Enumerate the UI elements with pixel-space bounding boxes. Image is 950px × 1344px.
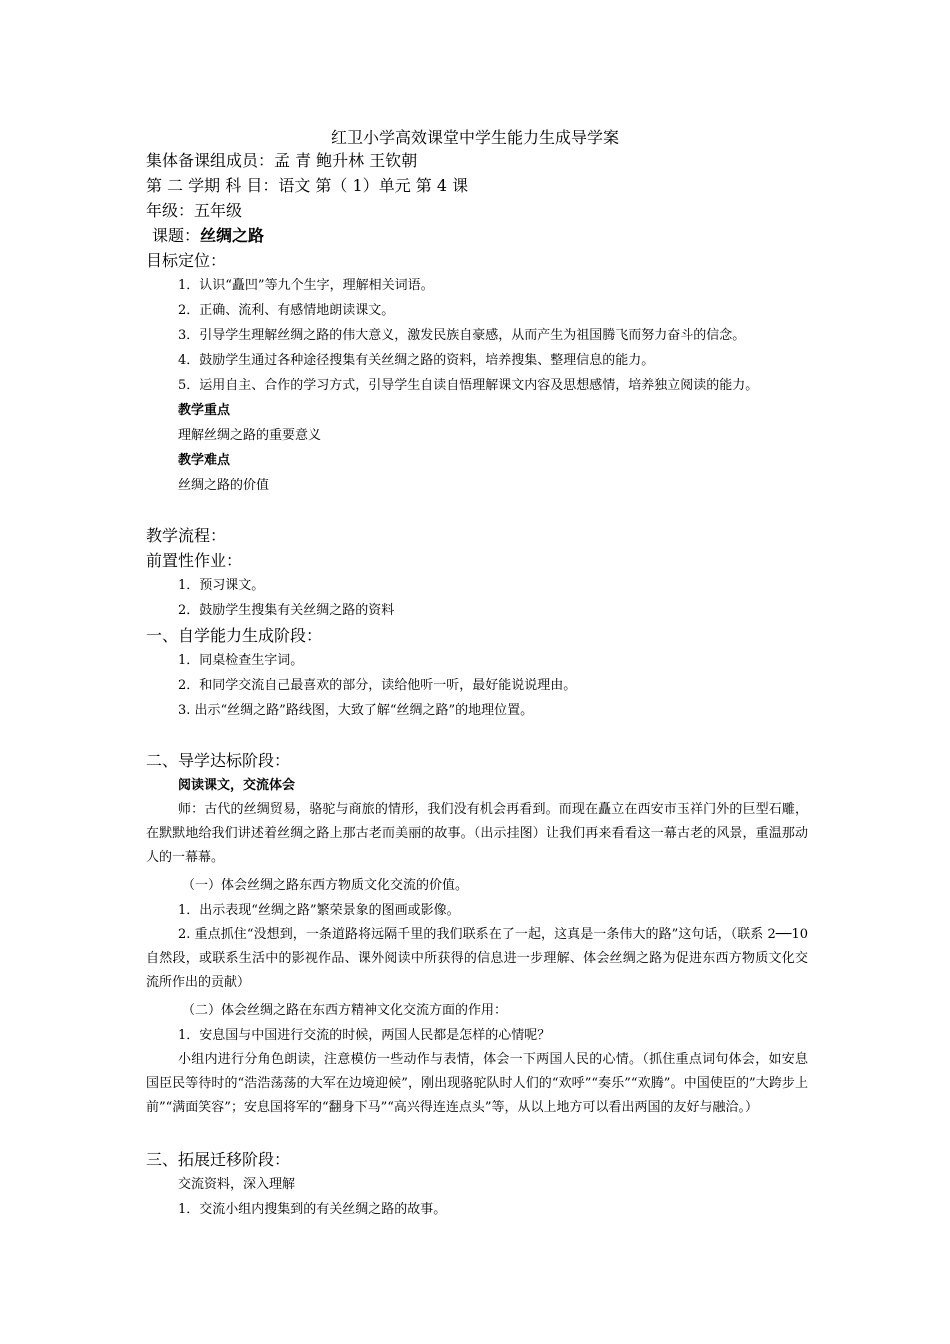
page-title: 红卫小学高效课堂中学生能力生成导学案 <box>330 128 619 147</box>
semester-line: 第 二 学期 科 目：语文 第（ 1）单元 第 4 课 <box>146 176 469 195</box>
difficulty-text: 丝绸之路的价值 <box>178 478 270 493</box>
stage2-paragraph: 师：古代的丝绸贸易，骆驼与商旅的情形，我们没有机会再看到。而现在矗立在西安市玉祥门外的巨型石雕，在默默地给我们讲述着丝绸之路上那古老而美丽的故事。（出示挂图）让我们再来看看这一幕古老的风景，重温那动人的一幕幕。 <box>146 802 808 865</box>
stage2-section-one-item: 1．出示表现“丝绸之路”繁荣景象的图画或影像。 <box>178 903 460 918</box>
prework-item: 2．鼓励学生搜集有关丝绸之路的资料 <box>178 603 395 618</box>
stage2-section-two-paragraph: 小组内进行分角色朗读，注意模仿一些动作与表情，体会一下两国人民的心情。（抓住重点词句体会，如安息国臣民等待时的“浩浩荡荡的大军在边境迎候”，刚出现骆驼队时人们的“欢呼”“奏乐”“欢腾”。中国使臣的”大跨步上前”“满面笑容”；安息国将军的“翻身下马”“高兴得连连点头”等，从以上地方可以看出两国的友好与融洽。） <box>146 1052 808 1115</box>
goal-item: 1．认识“矗凹”等九个生字，理解相关词语。 <box>178 278 434 293</box>
stage1-heading: 一、自学能力生成阶段： <box>146 626 323 645</box>
key-point-text: 理解丝绸之路的重要意义 <box>178 428 322 443</box>
flow-heading: 教学流程： <box>146 526 227 545</box>
stage3-heading: 三、拓展迁移阶段： <box>146 1150 291 1169</box>
difficulty-heading: 教学难点 <box>178 453 231 468</box>
prework-item: 1．预习课文。 <box>178 578 265 593</box>
goals-heading: 目标定位： <box>146 251 227 270</box>
stage1-item: 3. 出示“丝绸之路”路线图，大致了解“丝绸之路”的地理位置。 <box>178 703 534 718</box>
stage2-section-two: （二）体会丝绸之路在东西方精神文化交流方面的作用： <box>182 1003 508 1018</box>
stage2-section-two-item: 1．安息国与中国进行交流的时候，两国人民都是怎样的心情呢？ <box>178 1028 551 1043</box>
stage2-subheading: 阅读课文，交流体会 <box>178 778 296 793</box>
stage3-item: 1．交流小组内搜集到的有关丝绸之路的故事。 <box>178 1202 447 1217</box>
prework-heading: 前置性作业： <box>146 551 243 570</box>
topic-line <box>152 228 264 244</box>
topic-label: 课题： <box>152 226 201 245</box>
goal-item: 3．引导学生理解丝绸之路的伟大意义，激发民族自豪感，从而产生为祖国腾飞而努力奋斗的信念。 <box>178 328 746 343</box>
members-line: 集体备课组成员：孟 青 鲍升林 王钦朝 <box>146 151 418 170</box>
stage2-heading: 二、导学达标阶段： <box>146 751 291 770</box>
goal-item: 4．鼓励学生通过各种途径搜集有关丝绸之路的资料，培养搜集、整理信息的能力。 <box>178 353 655 368</box>
stage2-section-one-item: 2. 重点抓住“没想到，一条道路将远隔千里的我们联系在了一起，这真是一条伟大的路”这句话，（联系 2──10 自然段，或联系生活中的影视作品、课外阅读中所获得的信息进一步理解、体会丝绸之路为促进东西方物质文化交流所作出的贡献） <box>146 927 808 990</box>
stage3-subheading: 交流资料，深入理解 <box>178 1177 296 1192</box>
stage1-item: 2．和同学交流自己最喜欢的部分，读给他听一听，最好能说说理由。 <box>178 678 577 693</box>
stage2-section-one: （一）体会丝绸之路东西方物质文化交流的价值。 <box>182 878 469 893</box>
topic-title: 丝绸之路 <box>200 226 265 245</box>
goal-item: 5．运用自主、合作的学习方式，引导学生自读自悟理解课文内容及思想感情，培养独立阅读的能力。 <box>178 378 759 393</box>
goal-item: 2．正确、流利、有感情地朗读课文。 <box>178 303 395 318</box>
grade-line: 年级：五年级 <box>146 201 243 220</box>
stage1-item: 1．同桌检查生字词。 <box>178 653 304 668</box>
key-point-heading: 教学重点 <box>178 403 231 418</box>
